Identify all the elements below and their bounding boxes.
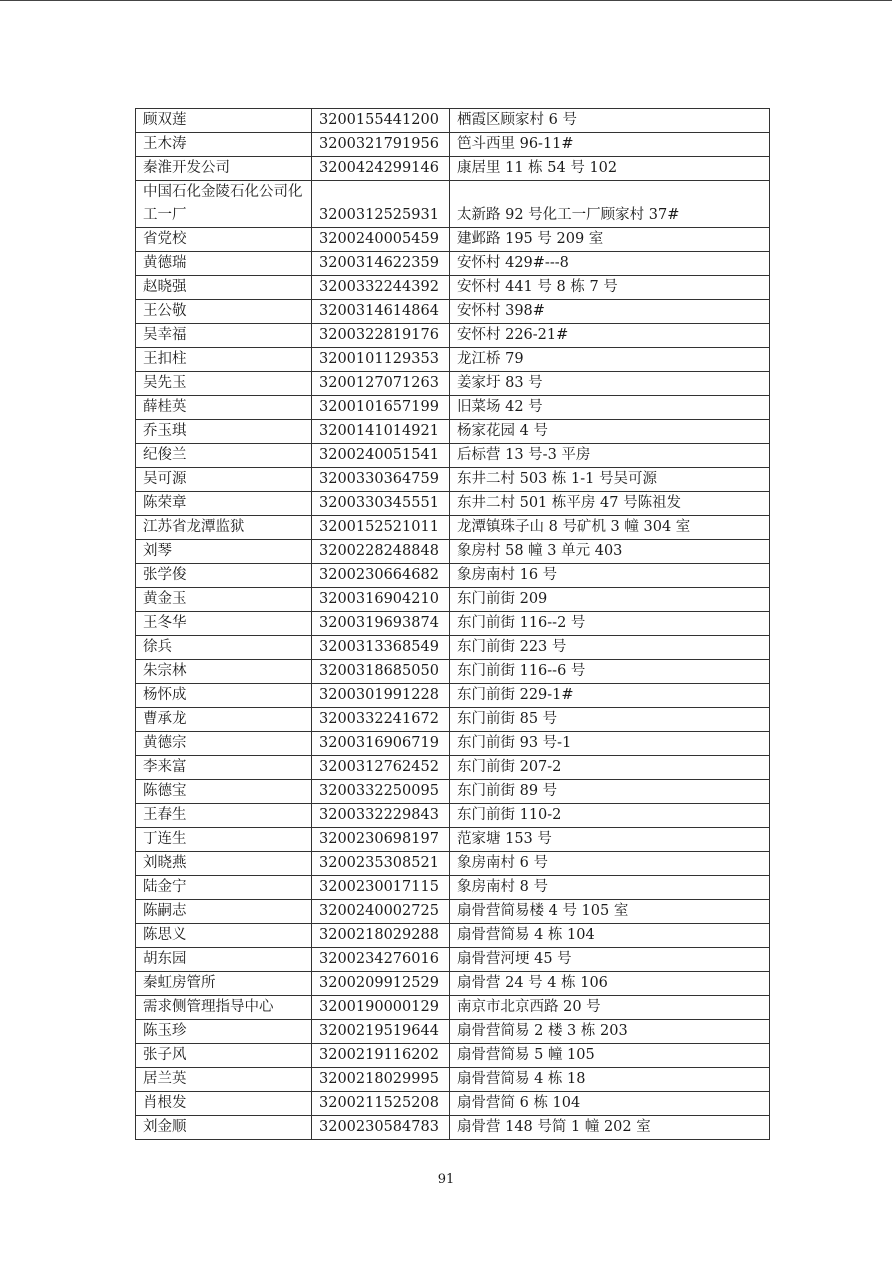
address-cell: 象房南村 6 号 (450, 852, 770, 876)
address-cell: 东门前街 229-1# (450, 684, 770, 708)
address-cell: 安怀村 226-21# (450, 324, 770, 348)
account-number-cell: 3200155441200 (312, 109, 450, 133)
account-number-cell: 3200228248848 (312, 540, 450, 564)
account-number-cell: 3200141014921 (312, 420, 450, 444)
name-cell: 丁连生 (136, 828, 312, 852)
name-cell: 王木涛 (136, 133, 312, 157)
account-number-cell: 3200101129353 (312, 348, 450, 372)
account-number-cell: 3200209912529 (312, 972, 450, 996)
address-cell: 东门前街 116--2 号 (450, 612, 770, 636)
account-number-cell: 3200318685050 (312, 660, 450, 684)
account-number-cell: 3200330345551 (312, 492, 450, 516)
name-cell: 陈嗣志 (136, 900, 312, 924)
account-number-cell: 3200301991228 (312, 684, 450, 708)
account-number-cell: 3200218029995 (312, 1068, 450, 1092)
table-row (136, 684, 770, 708)
address-cell: 龙江桥 79 (450, 348, 770, 372)
name-cell: 陈思义 (136, 924, 312, 948)
account-number-cell: 3200211525208 (312, 1092, 450, 1116)
table-row (136, 588, 770, 612)
name-cell: 李来富 (136, 756, 312, 780)
account-number-cell: 3200230664682 (312, 564, 450, 588)
table-row (136, 996, 770, 1020)
name-cell: 陈德宝 (136, 780, 312, 804)
account-number-cell: 3200332250095 (312, 780, 450, 804)
address-cell: 扇骨营简易 4 栋 18 (450, 1068, 770, 1092)
account-number-cell: 3200234276016 (312, 948, 450, 972)
records-table (135, 108, 770, 1140)
address-cell: 扇骨营 148 号简 1 幢 202 室 (450, 1116, 770, 1140)
name-cell: 吴可源 (136, 468, 312, 492)
table-row (136, 828, 770, 852)
address-cell: 太新路 92 号化工一厂顾家村 37# (450, 181, 770, 228)
name-cell: 刘金顺 (136, 1116, 312, 1140)
table-row (136, 756, 770, 780)
name-cell: 吴幸福 (136, 324, 312, 348)
name-cell: 王扣柱 (136, 348, 312, 372)
name-cell: 江苏省龙潭监狱 (136, 516, 312, 540)
account-number-cell: 3200218029288 (312, 924, 450, 948)
account-number-cell: 3200230584783 (312, 1116, 450, 1140)
account-number-cell: 3200230698197 (312, 828, 450, 852)
address-cell: 东门前街 93 号-1 (450, 732, 770, 756)
address-cell: 建邺路 195 号 209 室 (450, 228, 770, 252)
address-cell: 栖霞区顾家村 6 号 (450, 109, 770, 133)
address-cell: 范家塘 153 号 (450, 828, 770, 852)
account-number-cell: 3200312525931 (312, 181, 450, 228)
table-row (136, 348, 770, 372)
table-row (136, 252, 770, 276)
table-row (136, 1116, 770, 1140)
table-row (136, 708, 770, 732)
table-row (136, 1044, 770, 1068)
address-cell: 安怀村 398# (450, 300, 770, 324)
name-cell: 王冬华 (136, 612, 312, 636)
address-cell: 扇骨营简易楼 4 号 105 室 (450, 900, 770, 924)
table-row (136, 276, 770, 300)
top-border-line (0, 0, 892, 1)
account-number-cell: 3200314614864 (312, 300, 450, 324)
table-row (136, 780, 770, 804)
address-cell: 姜家圩 83 号 (450, 372, 770, 396)
account-number-cell: 3200152521011 (312, 516, 450, 540)
name-cell: 曹承龙 (136, 708, 312, 732)
address-cell: 东门前街 85 号 (450, 708, 770, 732)
table-row (136, 900, 770, 924)
address-cell: 象房南村 8 号 (450, 876, 770, 900)
table-row (136, 492, 770, 516)
account-number-cell: 3200330364759 (312, 468, 450, 492)
records-table-body (136, 109, 770, 1140)
address-cell: 安怀村 441 号 8 栋 7 号 (450, 276, 770, 300)
address-cell: 东门前街 209 (450, 588, 770, 612)
name-cell: 需求侧管理指导中心 (136, 996, 312, 1020)
account-number-cell: 3200235308521 (312, 852, 450, 876)
table-row (136, 181, 770, 228)
table-row (136, 636, 770, 660)
name-cell: 陈荣章 (136, 492, 312, 516)
account-number-cell: 3200219116202 (312, 1044, 450, 1068)
address-cell: 扇骨营简 6 栋 104 (450, 1092, 770, 1116)
name-cell: 徐兵 (136, 636, 312, 660)
name-cell: 纪俊兰 (136, 444, 312, 468)
address-cell: 龙潭镇珠子山 8 号矿机 3 幢 304 室 (450, 516, 770, 540)
table-row (136, 324, 770, 348)
name-cell: 赵晓强 (136, 276, 312, 300)
table-row (136, 444, 770, 468)
table-row (136, 924, 770, 948)
address-cell: 扇骨营简易 4 栋 104 (450, 924, 770, 948)
page-number: 91 (437, 1172, 455, 1187)
name-cell: 秦虹房管所 (136, 972, 312, 996)
address-cell: 东井二村 501 栋平房 47 号陈祖发 (450, 492, 770, 516)
name-cell: 薛桂英 (136, 396, 312, 420)
account-number-cell: 3200319693874 (312, 612, 450, 636)
address-cell: 康居里 11 栋 54 号 102 (450, 157, 770, 181)
name-cell: 肖根发 (136, 1092, 312, 1116)
account-number-cell: 3200332229843 (312, 804, 450, 828)
address-cell: 扇骨营河埂 45 号 (450, 948, 770, 972)
name-cell: 黄德宗 (136, 732, 312, 756)
name-cell: 省党校 (136, 228, 312, 252)
table-row (136, 660, 770, 684)
address-cell: 安怀村 429#---8 (450, 252, 770, 276)
address-cell: 杨家花园 4 号 (450, 420, 770, 444)
table-row (136, 109, 770, 133)
name-cell: 王春生 (136, 804, 312, 828)
account-number-cell: 3200240051541 (312, 444, 450, 468)
table-row (136, 540, 770, 564)
address-cell: 扇骨营 24 号 4 栋 106 (450, 972, 770, 996)
account-number-cell: 3200322819176 (312, 324, 450, 348)
name-cell: 刘晓燕 (136, 852, 312, 876)
name-cell: 张学俊 (136, 564, 312, 588)
account-number-cell: 3200312762452 (312, 756, 450, 780)
address-cell: 东门前街 116--6 号 (450, 660, 770, 684)
table-row (136, 948, 770, 972)
address-cell: 象房南村 16 号 (450, 564, 770, 588)
name-cell: 杨怀成 (136, 684, 312, 708)
account-number-cell: 3200332241672 (312, 708, 450, 732)
address-cell: 后标营 13 号-3 平房 (450, 444, 770, 468)
table-row (136, 876, 770, 900)
name-cell: 朱宗林 (136, 660, 312, 684)
address-cell: 笆斗西里 96-11# (450, 133, 770, 157)
name-cell: 胡东园 (136, 948, 312, 972)
name-cell: 陈玉珍 (136, 1020, 312, 1044)
table-row (136, 300, 770, 324)
account-number-cell: 3200101657199 (312, 396, 450, 420)
table-row (136, 564, 770, 588)
address-cell: 南京市北京西路 20 号 (450, 996, 770, 1020)
address-cell: 旧菜场 42 号 (450, 396, 770, 420)
table-row (136, 372, 770, 396)
table-row (136, 612, 770, 636)
name-cell: 居兰英 (136, 1068, 312, 1092)
account-number-cell: 3200316906719 (312, 732, 450, 756)
table-row (136, 420, 770, 444)
table-row (136, 157, 770, 181)
table-row (136, 468, 770, 492)
table-row (136, 133, 770, 157)
account-number-cell: 3200321791956 (312, 133, 450, 157)
table-row (136, 1068, 770, 1092)
account-number-cell: 3200332244392 (312, 276, 450, 300)
address-cell: 东门前街 110-2 (450, 804, 770, 828)
table-row (136, 1020, 770, 1044)
address-cell: 象房村 58 幢 3 单元 403 (450, 540, 770, 564)
table-row (136, 228, 770, 252)
table-row (136, 396, 770, 420)
name-cell: 张子风 (136, 1044, 312, 1068)
account-number-cell: 3200316904210 (312, 588, 450, 612)
account-number-cell: 3200230017115 (312, 876, 450, 900)
name-cell: 黄金玉 (136, 588, 312, 612)
table-row (136, 852, 770, 876)
account-number-cell: 3200240002725 (312, 900, 450, 924)
account-number-cell: 3200424299146 (312, 157, 450, 181)
address-cell: 东门前街 207-2 (450, 756, 770, 780)
account-number-cell: 3200313368549 (312, 636, 450, 660)
account-number-cell: 3200127071263 (312, 372, 450, 396)
name-cell: 王公敬 (136, 300, 312, 324)
table-row (136, 804, 770, 828)
name-cell: 中国石化金陵石化公司化工一厂 (136, 181, 312, 228)
account-number-cell: 3200314622359 (312, 252, 450, 276)
table-row (136, 732, 770, 756)
address-cell: 扇骨营简易 2 楼 3 栋 203 (450, 1020, 770, 1044)
name-cell: 秦淮开发公司 (136, 157, 312, 181)
address-cell: 东门前街 89 号 (450, 780, 770, 804)
account-number-cell: 3200219519644 (312, 1020, 450, 1044)
account-number-cell: 3200190000129 (312, 996, 450, 1020)
name-cell: 吴先玉 (136, 372, 312, 396)
name-cell: 陆金宁 (136, 876, 312, 900)
table-row (136, 972, 770, 996)
address-cell: 东井二村 503 栋 1-1 号吴可源 (450, 468, 770, 492)
name-cell: 黄德瑞 (136, 252, 312, 276)
name-cell: 顾双莲 (136, 109, 312, 133)
address-cell: 扇骨营简易 5 幢 105 (450, 1044, 770, 1068)
name-cell: 乔玉琪 (136, 420, 312, 444)
table-row (136, 516, 770, 540)
account-number-cell: 3200240005459 (312, 228, 450, 252)
name-cell: 刘琴 (136, 540, 312, 564)
address-cell: 东门前街 223 号 (450, 636, 770, 660)
table-row (136, 1092, 770, 1116)
